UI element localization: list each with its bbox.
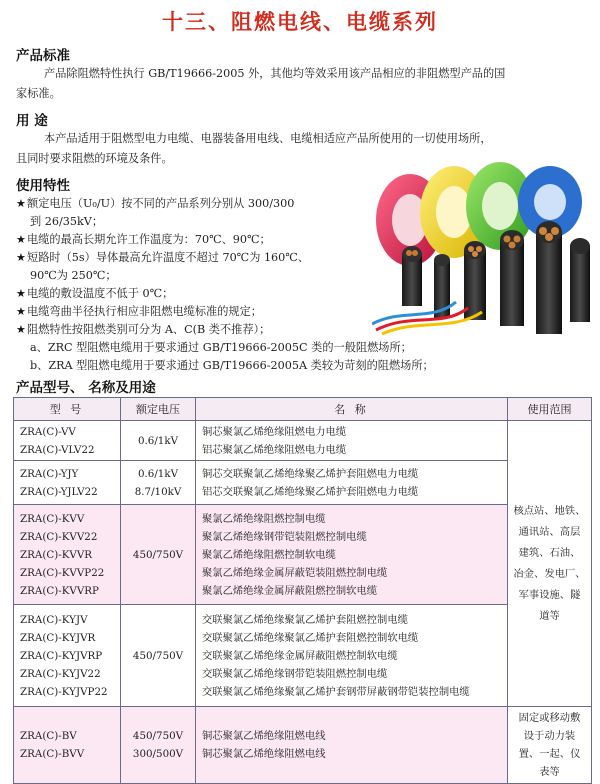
name-text: 铜芯交联聚氯乙烯绝缘聚乙烯护套阻燃电力电缆 [202,467,419,480]
feature-line-8: ★阻燃特性按阻燃类别可分为 A、C(B 类不推荐）； [16,323,271,336]
page-title: 十三、阻燃电线、电缆系列 [162,10,438,34]
table-row [14,605,592,707]
usage-text: 通讯站、高层 [518,525,581,538]
feature-line-10: b、ZRA 型阻燃电缆用于要求通过 GB/T19666-2005A 类较为苛刻的阻燃场所； [30,359,434,372]
name-cell [196,421,508,461]
model-text: ZRA(C)-KYJVP22 [20,685,108,698]
standard-line-1: 产品除阻燃特性执行 GB/T19666-2005 外，其他均等效采用该产品相应的非阻燃型产品的国 [44,67,506,80]
usage-text: 固定或移动敷 [518,712,581,724]
model-text: ZRA(C)-YJY [20,467,79,480]
name-text: 聚氯乙烯绝缘钢带铠装阻燃控制电缆 [202,530,367,543]
name-text: 聚氯乙烯绝缘阻燃控制电缆 [202,512,326,525]
model-text: ZRA(C)-BV [20,730,77,742]
usage-text: 设于动力装 [523,730,576,742]
name-text: 铝芯聚氯乙烯绝缘阻燃电力电缆 [202,443,347,456]
voltage-text: 8.7/10kV [134,485,182,498]
voltage-cell [121,421,196,461]
model-cell [14,707,121,784]
model-text: ZRA(C)-KVVP22 [20,566,105,579]
feature-line-5: 90℃为 250℃； [30,269,117,282]
voltage-cell [121,505,196,605]
name-text: 交联聚氯乙烯绝缘聚氯乙烯护套阻燃控制电缆 [202,613,408,626]
voltage-text: 0.6/1kV [137,467,179,480]
model-text: ZRA(C)-YJLV22 [20,485,98,498]
usage-cell-top [508,421,592,707]
name-text: 交联聚氯乙烯绝缘聚氯乙烯护套阻燃控制软电缆 [202,631,419,644]
name-text: 铜芯聚氯乙烯绝缘阻燃电力电缆 [202,425,347,438]
feature-line-1: ★额定电压（U₀/U）按不同的产品系列分别从 300/300 [16,197,295,210]
name-text: 铝芯交联聚氯乙烯绝缘聚乙烯护套阻燃电力电缆 [202,485,419,498]
table-header-row [14,398,592,421]
name-cell [196,461,508,505]
feature-line-3: ★电缆的最高长期允许工作温度为：70℃、90℃； [16,233,271,246]
voltage-cell [121,461,196,505]
model-text: ZRA(C)-KYJVRP [20,649,103,662]
name-cell [196,707,508,784]
standard-line-2: 家标准。 [16,87,61,100]
star-icon: ★ [16,197,27,210]
model-text: ZRA(C)-KYJV [20,613,88,626]
cable-product-image [372,162,596,340]
model-cell [14,505,121,605]
star-icon: ★ [16,323,27,336]
name-text: 聚氯乙烯绝缘金属屏蔽铠装阻燃控制电缆 [202,566,388,579]
features-heading: 使用特性 [16,178,70,194]
name-text: 铜芯聚氯乙烯绝缘阻燃电线 [202,730,326,742]
voltage-text: 450/750V [132,649,184,662]
feature-line-2: 到 26/35kV； [30,215,104,228]
model-cell [14,605,121,707]
header-usage: 使用范围 [508,398,592,421]
star-icon: ★ [16,287,27,300]
usage-text: 表等 [539,766,560,778]
product-table [13,397,592,784]
model-text: ZRA(C)-KYJVR [20,631,96,644]
table-row [14,707,592,784]
model-text: ZRA(C)-KVV22 [20,530,98,543]
usage-line-1: 本产品适用于阻燃型电力电缆、电器装备用电线、电缆相适应产品所使用的一切使用场所， [44,132,492,145]
model-text: ZRA(C)-VV [20,425,76,438]
usage-heading: 用 途 [16,113,48,129]
usage-line-2: 且同时要求阻燃的环境及条件。 [16,152,173,165]
table-row [14,421,592,461]
feature-line-4: ★短路时（5s）导体最高允许温度不超过 70℃为 160℃、 [16,251,309,264]
star-icon: ★ [16,233,27,246]
model-text: ZRA(C)-KVV [20,512,85,525]
name-text: 交联聚氯乙烯绝缘钢带铠装阻燃控制电缆 [202,667,388,680]
star-icon: ★ [16,305,27,318]
table-row [14,505,592,605]
feature-line-7: ★电缆弯曲半径执行相应非阻燃电缆标准的规定； [16,305,262,318]
usage-text: 道等 [539,609,560,622]
model-text: ZRA(C)-KYJV22 [20,667,101,680]
model-cell [14,461,121,505]
star-icon: ★ [16,251,27,264]
name-text: 聚氯乙烯绝缘金属屏蔽阻燃控制软电缆 [202,584,378,597]
voltage-text: 0.6/1kV [137,434,179,447]
feature-line-9: a、ZRC 型阻燃电缆用于要求通过 GB/T19666-2005C 类的一般阻燃场所； [30,341,412,354]
name-cell [196,505,508,605]
model-text: ZRA(C)-KVVR [20,548,93,561]
usage-cell-bottom [508,707,592,784]
voltage-cell [121,605,196,707]
name-text: 聚氯乙烯绝缘阻燃控制软电缆 [202,548,336,561]
usage-text: 建筑、石油、 [518,546,581,559]
voltage-text: 450/750V [132,548,184,561]
feature-line-6: ★电缆的敷设温度不低于 0℃； [16,287,174,300]
voltage-text: 450/750V [132,730,184,742]
usage-text: 核点站、地铁、 [513,504,586,517]
models-heading: 产品型号、 名称及用途 [16,380,156,396]
header-name: 名 称 [196,398,508,421]
usage-text: 军事设施、隧 [518,588,581,601]
usage-text: 冶金、发电厂、 [513,567,586,580]
model-text: ZRA(C)-BVV [20,748,85,760]
standard-heading: 产品标准 [16,48,70,64]
voltage-cell [121,707,196,784]
usage-text: 置、一起、仪 [518,748,581,760]
header-voltage: 额定电压 [121,398,196,421]
table-row [14,461,592,505]
name-cell [196,605,508,707]
name-text: 交联聚氯乙烯绝缘聚氯乙烯护套钢带屏蔽钢带铠装控制电缆 [202,685,470,698]
model-text: ZRA(C)-KVVRP [20,584,99,597]
header-model: 型 号 [14,398,121,421]
voltage-text: 300/500V [132,748,184,760]
model-cell [14,421,121,461]
model-text: ZRA(C)-VLV22 [20,443,95,456]
name-text: 交联聚氯乙烯绝缘金属屏蔽阻燃控制软电缆 [202,649,398,662]
name-text: 铜芯聚氯乙烯绝缘阻燃电线 [202,748,326,760]
